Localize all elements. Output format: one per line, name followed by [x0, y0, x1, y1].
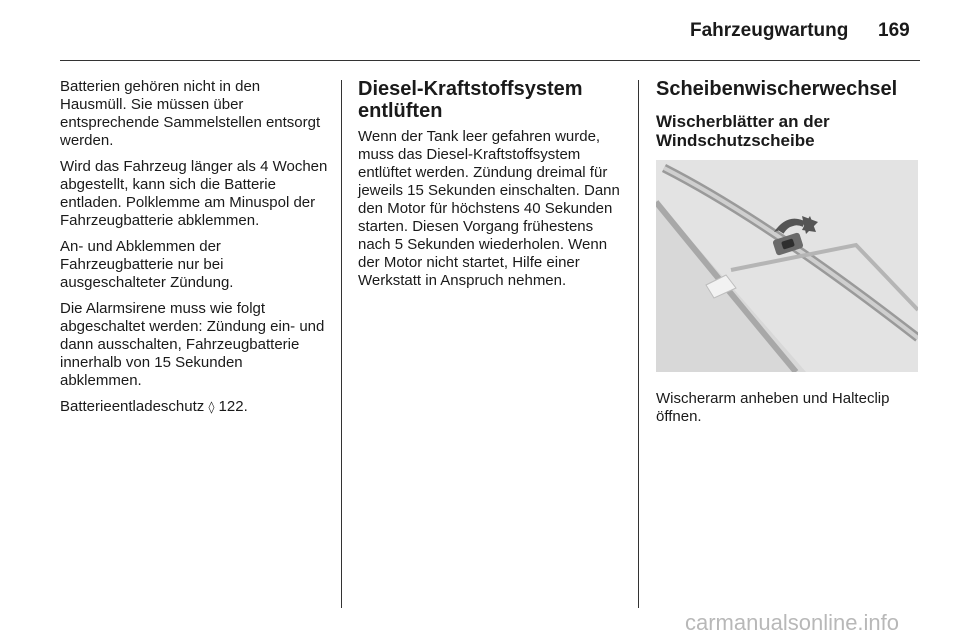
column-3	[656, 78, 920, 434]
column-divider	[638, 80, 639, 608]
sub-heading: Wischerblätter an der Windschutzscheibe	[656, 112, 830, 150]
figure-caption: Wischerarm anheben und Halteclip öffnen.	[656, 390, 890, 425]
wiper-blade-icon	[656, 160, 918, 372]
page-title: Fahrzeugwartung	[690, 20, 849, 41]
paragraph: Wird das Fahrzeug länger als 4 Wochen abgestellt, kann sich die Batterie entladen. Polklemme am Minuspol der Fahrzeugbatterie abklemmen.	[60, 158, 328, 229]
column-divider	[341, 80, 342, 608]
section-heading: Diesel-Kraftstoffsystem entlüften	[358, 78, 583, 122]
paragraph: Die Alarmsirene muss wie folgt abgeschaltet werden: Zündung ein- und dann ausschalten, Fahrzeugbatterie innerhalb von 15 Sekunden abklemmen.	[60, 300, 325, 389]
reference-page: 122.	[218, 398, 248, 415]
paragraph: An- und Abklemmen der Fahrzeugbatterie nur bei ausgeschalteter Zündung.	[60, 238, 234, 291]
column-2	[358, 78, 626, 298]
page-number: 169	[878, 20, 910, 41]
paragraph: Batterien gehören nicht in den Hausmüll. Sie müssen über entsprechende Sammelstellen entsorgt werden.	[60, 78, 321, 149]
reference-text: Batterieentladeschutz	[60, 398, 205, 415]
wiper-illustration	[656, 160, 918, 372]
section-heading: Scheibenwischerwechsel	[656, 78, 898, 100]
cross-reference[interactable]	[60, 398, 328, 416]
header-divider	[60, 60, 920, 61]
reference-arrow-icon: ◊	[208, 400, 215, 414]
paragraph: Wenn der Tank leer gefahren wurde, muss das Diesel-Kraftstoffsystem entlüftet werden. Zündung dreimal für jeweils 15 Sekunden einschalten. Dann den Motor für höchstens 40 Sekunden starten. Diesen Vorgang frühestens nach 5 Sekunden wiederholen. Wenn der Motor nicht startet, Hilfe einer Werkstatt in Anspruch nehmen.	[358, 128, 620, 289]
watermark: carmanualsonline.info	[685, 610, 900, 635]
column-1	[60, 78, 328, 424]
